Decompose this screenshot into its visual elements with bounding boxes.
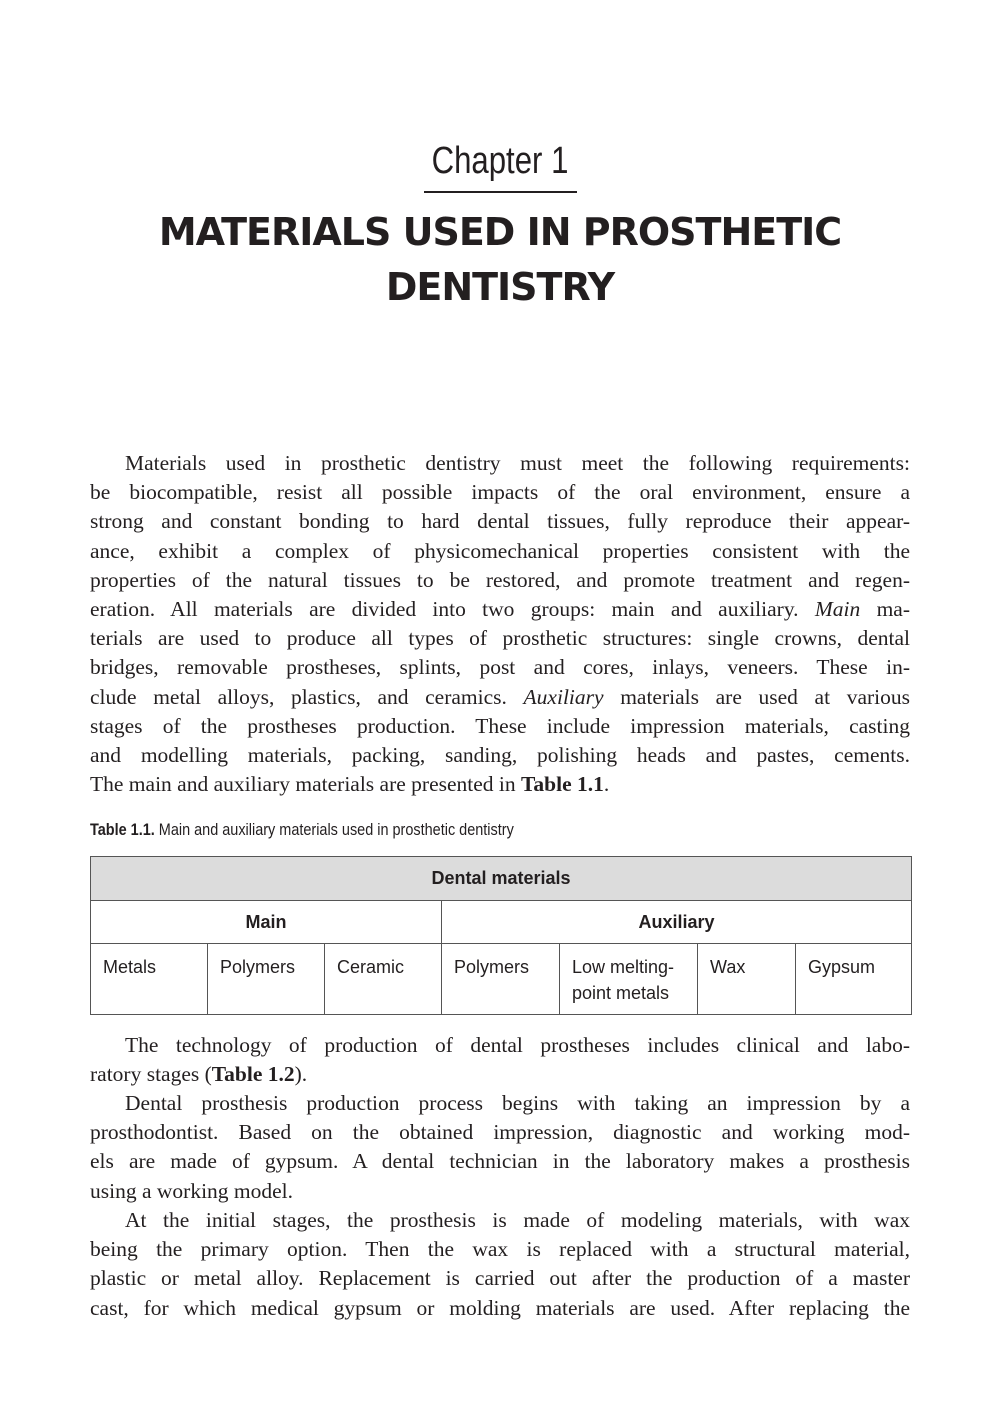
text-line [90,507,910,536]
text-line [90,1060,910,1089]
text-segment: strong and constant bonding to hard dental tissues, fully reproduce their appear- [90,509,910,534]
text-line [90,1264,910,1293]
title-line: DENTISTRY [385,265,615,309]
text-line [90,1089,910,1118]
text-segment: eration. All materials are divided into two groups: main and auxiliary. [90,596,815,621]
text-segment: . [603,772,610,797]
text-segment: ). [294,1062,308,1087]
table-caption [90,820,514,840]
text-segment: materials are used at various [603,684,910,709]
text-segment: ma- [860,596,910,621]
text-segment: bridges, removable prostheses, splints, post and cores, inlays, veneers. These in- [90,655,910,680]
text-line [90,1294,910,1323]
materials-table [90,856,912,1015]
text-segment: els are made of gypsum. A dental technician in the laboratory makes a prosthesis [90,1149,910,1174]
italic-term: Main [814,596,861,621]
table-reference: Table 1.1 [521,772,604,797]
text-segment: stages of the prostheses production. These include impression materials, casting [90,713,910,738]
text-segment: cast, for which medical gypsum or molding materials are used. After replacing the [90,1295,910,1320]
text-segment: terials are used to produce all types of prosthetic structures: single crowns, dental [90,626,910,651]
text-line [90,1206,910,1235]
table-cell: Polymers [442,944,560,1015]
text-segment: using a working model. [90,1178,294,1203]
text-line [90,1235,910,1264]
text-line [90,770,910,799]
text-line [90,1118,910,1147]
title-line: MATERIALS USED IN PROSTHETIC [158,210,842,254]
text-line [90,595,910,624]
text-line [90,683,910,712]
text-segment: clude metal alloys, plastics, and ceramics. [90,684,524,709]
text-segment: properties of the natural tissues to be restored, and promote treatment and regen- [90,567,910,592]
chapter-label: Chapter 1 [431,140,569,182]
text-line [90,537,910,566]
text-line [90,449,910,478]
table-caption-text: Main and auxiliary materials used in prosthetic dentistry [154,820,514,839]
text-line [90,566,910,595]
text-segment: plastic or metal alloy. Replacement is carried out after the production of a master [90,1266,910,1291]
table-header: Dental materials [91,857,912,901]
text-segment: prosthodontist. Based on the obtained impression, diagnostic and working mod- [90,1120,910,1145]
text-line [90,478,910,507]
chapter-underline [424,191,577,193]
text-line [90,1031,910,1060]
table-cell: Gypsum [796,944,912,1015]
text-line [90,1177,910,1206]
text-line [90,741,910,770]
table-cell: Metals [91,944,208,1015]
italic-term: Auxiliary [523,684,604,709]
text-segment: At the initial stages, the prosthesis is made of modeling materials, with wax [125,1208,910,1232]
text-segment: The main and auxiliary materials are presented in [90,772,522,797]
table-cell: Ceramic [325,944,442,1015]
text-segment: and modelling materials, packing, sanding, polishing heads and pastes, cements. [90,742,910,767]
paragraph-technology [90,1031,910,1089]
text-segment: Dental prosthesis production process begins with taking an impression by a [125,1091,910,1115]
text-segment: Materials used in prosthetic dentistry must meet the following requirements: [125,451,910,475]
table-cell: Low melting-point metals [560,944,698,1015]
text-segment: ance, exhibit a complex of physicomechanical properties consistent with the [90,538,910,563]
group-main: Main [91,901,442,944]
table-reference: Table 1.2 [211,1062,295,1087]
text-segment: being the primary option. Then the wax is replaced with a structural material, [90,1237,910,1262]
table-cell: Wax [698,944,796,1015]
text-line [90,653,910,682]
text-line [90,1147,910,1176]
text-segment: The technology of production of dental prostheses includes clinical and labo- [125,1033,910,1057]
group-auxiliary: Auxiliary [442,901,912,944]
table-cell: Polymers [208,944,325,1015]
text-segment: be biocompatible, resist all possible impacts of the oral environment, ensure a [90,480,910,505]
chapter-title [0,205,1000,315]
paragraph-process [90,1089,910,1206]
paragraph-initial-stages [90,1206,910,1323]
table-caption-label: Table 1.1. [90,820,155,839]
paragraph-intro [90,449,910,799]
text-line [90,624,910,653]
text-segment: ratory stages ( [90,1062,212,1087]
text-line [90,712,910,741]
